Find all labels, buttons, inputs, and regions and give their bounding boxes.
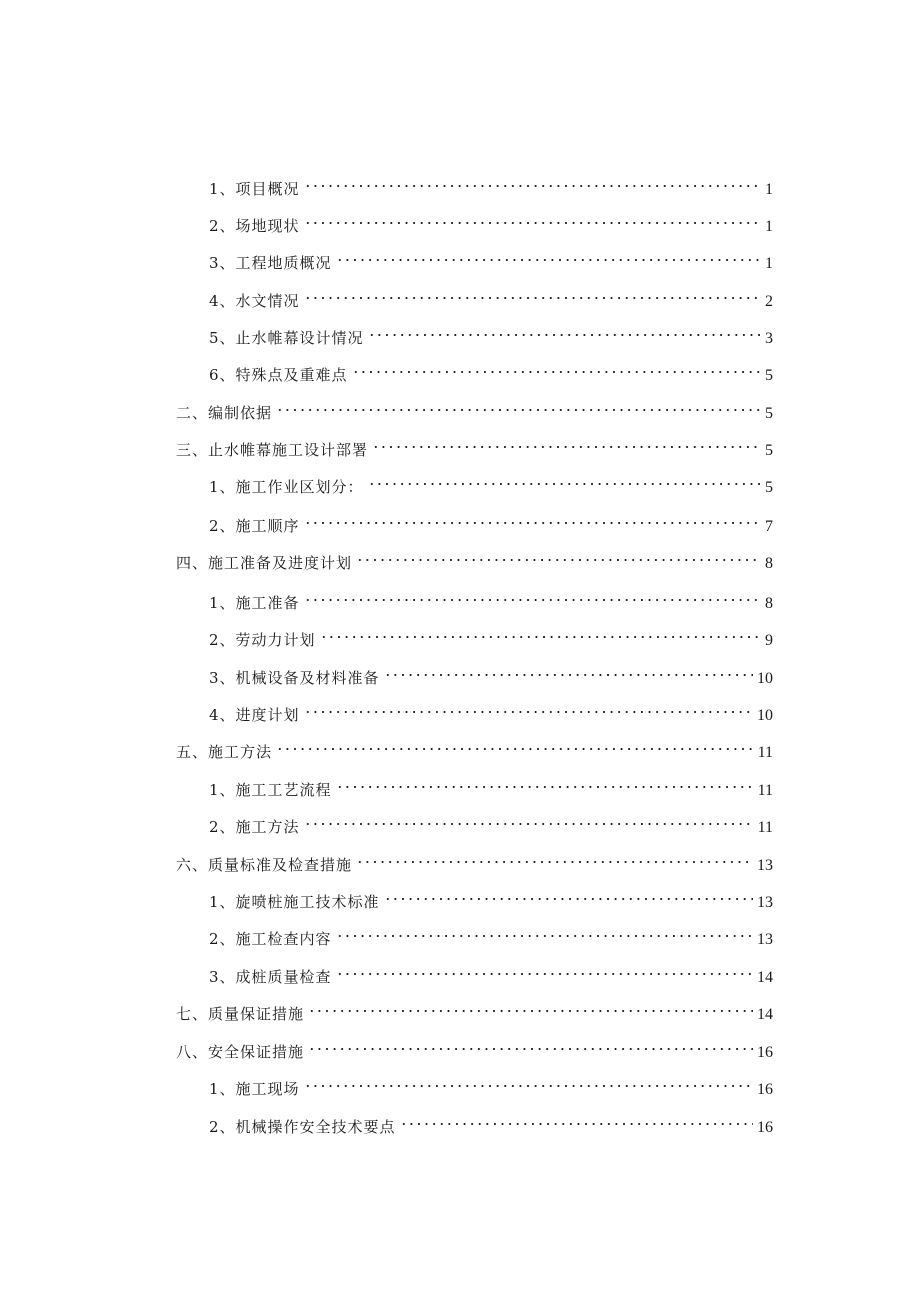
- dot-leader: [276, 392, 761, 418]
- toc-entry-page: 11: [757, 819, 773, 836]
- toc-entry-page: 10: [757, 707, 773, 724]
- toc-entry-page: 5: [765, 442, 773, 459]
- dot-leader: [384, 657, 753, 683]
- toc-entry-page: 2: [765, 293, 773, 310]
- toc-entry-page: 5: [765, 367, 773, 384]
- dot-leader: [384, 881, 753, 907]
- dot-leader: [308, 993, 753, 1019]
- toc-entry[interactable]: [209, 806, 773, 836]
- toc-entry-label: 2、劳动力计划: [209, 631, 316, 649]
- toc-entry-page: 16: [757, 1044, 773, 1061]
- toc-entry-label: 1、施工作业区划分：: [209, 478, 364, 496]
- dot-leader: [336, 956, 753, 982]
- dot-leader: [356, 844, 753, 870]
- toc-entry-label: 3、机械设备及材料准备: [209, 669, 380, 687]
- dot-leader: [400, 1106, 753, 1132]
- dot-leader: [336, 769, 754, 795]
- toc-entry-label: 八、安全保证措施: [176, 1043, 305, 1061]
- dot-leader: [304, 505, 761, 531]
- toc-entry-page: 10: [757, 670, 773, 687]
- toc-entry-page: 13: [757, 857, 773, 874]
- toc-entry-label: 2、施工检查内容: [209, 930, 332, 948]
- toc-entry-label: 2、施工方法: [209, 818, 300, 836]
- toc-entry[interactable]: [209, 505, 773, 535]
- toc-entry-page: 13: [757, 894, 773, 911]
- dot-leader: [320, 619, 761, 645]
- dot-leader: [304, 582, 761, 608]
- toc-entry[interactable]: [209, 619, 773, 649]
- toc-entry[interactable]: [209, 1068, 773, 1098]
- toc-entry[interactable]: [209, 205, 773, 235]
- dot-leader: [304, 168, 761, 194]
- dot-leader: [304, 280, 761, 306]
- toc-entry-page: 7: [765, 518, 773, 535]
- toc-entry-label: 四、施工准备及进度计划: [176, 554, 353, 572]
- toc-entry[interactable]: [176, 993, 773, 1023]
- toc-entry-label: 五、施工方法: [176, 743, 273, 761]
- toc-entry-label: 5、止水帷幕设计情况: [209, 329, 364, 347]
- toc-entry-page: 5: [765, 479, 773, 496]
- dot-leader: [352, 354, 761, 380]
- toc-entry-label: 1、施工准备: [209, 594, 300, 612]
- toc-entry[interactable]: [209, 582, 773, 612]
- toc-entry[interactable]: [209, 956, 773, 986]
- toc-entry-label: 1、项目概况: [209, 180, 300, 198]
- toc-entry-page: 1: [765, 181, 773, 198]
- toc-entry-label: 七、质量保证措施: [176, 1005, 305, 1023]
- toc-entry[interactable]: [209, 1106, 773, 1136]
- toc-entry-page: 16: [757, 1119, 773, 1136]
- toc-entry-page: 14: [757, 969, 773, 986]
- toc-entry-label: 2、施工顺序: [209, 517, 300, 535]
- toc-entry-label: 1、旋喷桩施工技术标准: [209, 893, 380, 911]
- toc-entry-page: 14: [757, 1006, 773, 1023]
- toc-entry[interactable]: [176, 844, 773, 874]
- toc-entry[interactable]: [209, 694, 773, 724]
- toc-entry[interactable]: [209, 466, 773, 496]
- toc-entry-label: 6、特殊点及重难点: [209, 366, 348, 384]
- toc-entry[interactable]: [209, 280, 773, 310]
- toc-entry-page: 11: [757, 782, 773, 799]
- toc-entry[interactable]: [209, 354, 773, 384]
- toc-entry-page: 9: [765, 632, 773, 649]
- dot-leader: [304, 806, 754, 832]
- dot-leader: [276, 731, 754, 757]
- dot-leader: [368, 466, 761, 492]
- dot-leader: [368, 317, 761, 343]
- toc-entry[interactable]: [176, 429, 773, 459]
- dot-leader: [336, 242, 761, 268]
- toc-entry-label: 1、施工工艺流程: [209, 781, 332, 799]
- toc-entry-label: 4、水文情况: [209, 292, 300, 310]
- toc-entry-label: 三、止水帷幕施工设计部署: [176, 441, 369, 459]
- toc-entry[interactable]: [209, 657, 773, 687]
- toc-entry-page: 1: [765, 255, 773, 272]
- toc-entry-page: 11: [757, 744, 773, 761]
- toc-entry-label: 3、工程地质概况: [209, 254, 332, 272]
- dot-leader: [336, 918, 753, 944]
- toc-entry[interactable]: [209, 242, 773, 272]
- toc-entry-label: 3、成桩质量检查: [209, 968, 332, 986]
- dot-leader: [304, 205, 761, 231]
- toc-entry[interactable]: [176, 392, 773, 422]
- toc-entry-page: 13: [757, 931, 773, 948]
- toc-entry[interactable]: [176, 731, 773, 761]
- dot-leader: [308, 1031, 753, 1057]
- toc-entry[interactable]: [209, 769, 773, 799]
- toc-entry[interactable]: [209, 317, 773, 347]
- toc-entry-label: 4、进度计划: [209, 706, 300, 724]
- dot-leader: [356, 542, 761, 568]
- toc-entry-page: 5: [765, 405, 773, 422]
- toc-entry[interactable]: [176, 1031, 773, 1061]
- toc-entry[interactable]: [209, 168, 773, 198]
- toc-entry-page: 1: [765, 218, 773, 235]
- toc-entry-page: 3: [765, 330, 773, 347]
- toc-entry-page: 8: [765, 555, 773, 572]
- toc-entry[interactable]: [209, 881, 773, 911]
- toc-entry-label: 二、编制依据: [176, 404, 273, 422]
- dot-leader: [304, 1068, 753, 1094]
- toc-entry[interactable]: [176, 542, 773, 572]
- toc-entry-page: 16: [757, 1081, 773, 1098]
- toc-entry-label: 1、施工现场: [209, 1080, 300, 1098]
- toc-entry-label: 2、机械操作安全技术要点: [209, 1118, 396, 1136]
- dot-leader: [304, 694, 753, 720]
- dot-leader: [372, 429, 761, 455]
- toc-entry-label: 2、场地现状: [209, 217, 300, 235]
- toc-entry[interactable]: [209, 918, 773, 948]
- toc-entry-label: 六、质量标准及检查措施: [176, 856, 353, 874]
- toc-entry-page: 8: [765, 595, 773, 612]
